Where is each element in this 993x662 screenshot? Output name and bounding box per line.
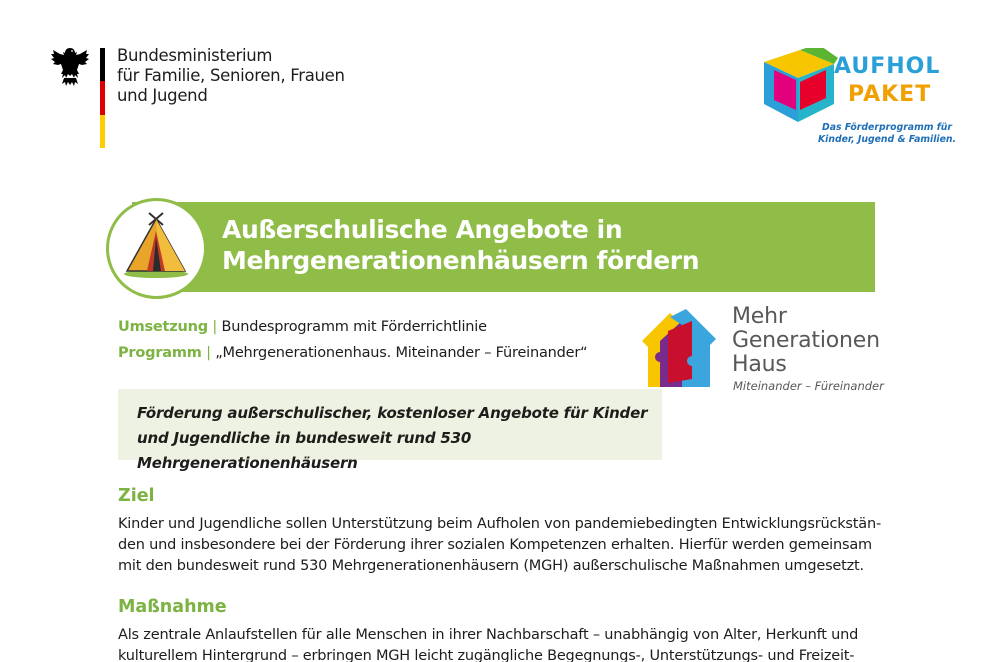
programm-label: Programm [118, 345, 202, 361]
ministry-line: und Jugend [117, 86, 208, 105]
mgh-line: Mehr [732, 304, 787, 329]
separator: | [206, 345, 211, 361]
paket-word: PAKET [848, 82, 932, 107]
aufhol-subtitle [812, 122, 962, 146]
paragraph-line: Als zentrale Anlaufstellen für alle Menschen in ihrer Nachbarschaft – unabhängig von Alter, Herkunft und [118, 627, 859, 643]
aufhol-subtitle-line: Kinder, Jugend & Familien. [817, 134, 957, 145]
mehrgenerationenhaus-logo [640, 305, 890, 395]
mgh-line: Generationen [732, 328, 880, 353]
massnahme-heading: Maßnahme [118, 597, 227, 617]
umsetzung-label: Umsetzung [118, 319, 208, 335]
page-title [222, 214, 699, 276]
puzzle-house-icon [640, 307, 720, 389]
mgh-tagline: Miteinander – Füreinander [733, 379, 884, 393]
title-banner [132, 202, 875, 292]
page-title-line: Mehrgenerationenhäusern fördern [222, 246, 700, 275]
page-title-line: Außerschulische Angebote in [222, 215, 623, 244]
summary-line: und Jugendliche in bundesweit rund 530 Mehrgenerationenhäusern [137, 429, 472, 472]
ziel-paragraph [118, 514, 888, 577]
summary-line: Förderung außerschulischer, kostenloser Angebote für Kinder [137, 404, 648, 422]
paragraph-line: Kinder und Jugendliche sollen Unterstützung beim Aufholen von pandemiebedingten Entwicklungsrückstän- [118, 516, 881, 532]
tent-badge [106, 198, 207, 299]
ministry-line: für Familie, Senioren, Frauen [117, 66, 345, 85]
open-box-icon [760, 48, 840, 124]
programm-value: „Mehrgenerationenhaus. Miteinander – Füreinander“ [215, 345, 588, 361]
umsetzung-row [118, 318, 487, 336]
aufhol-word: AUFHOL [834, 54, 941, 79]
umsetzung-value: Bundesprogramm mit Förderrichtlinie [221, 319, 487, 335]
mgh-wordmark [732, 305, 880, 377]
aufholpaket-logo [760, 46, 960, 150]
federal-eagle-icon [50, 44, 90, 88]
summary-highlight-box [118, 389, 662, 472]
programm-row [118, 344, 587, 362]
paragraph-line: den und insbesondere bei der Förderung ihrer sozialen Kompetenzen erhalten. Hierfür werden gemeinsam [118, 537, 872, 553]
ziel-heading: Ziel [118, 486, 155, 506]
separator: | [212, 319, 218, 335]
aufhol-subtitle-line: Das Förderprogramm für [822, 122, 952, 133]
massnahme-paragraph [118, 625, 888, 662]
german-flag-bar [100, 48, 105, 148]
tent-icon [109, 201, 204, 296]
paragraph-line: mit den bundesweit rund 530 Mehrgenerationenhäusern (MGH) außerschulische Maßnahmen umgesetzt. [118, 558, 864, 574]
mgh-line: Haus [732, 352, 787, 377]
paragraph-line: kulturellem Hintergrund – erbringen MGH leicht zugängliche Begegnungs-, Unterstützungs- und Freizeit- [118, 648, 855, 662]
ministry-line: Bundesministerium [117, 46, 273, 65]
ministry-name [117, 46, 345, 106]
